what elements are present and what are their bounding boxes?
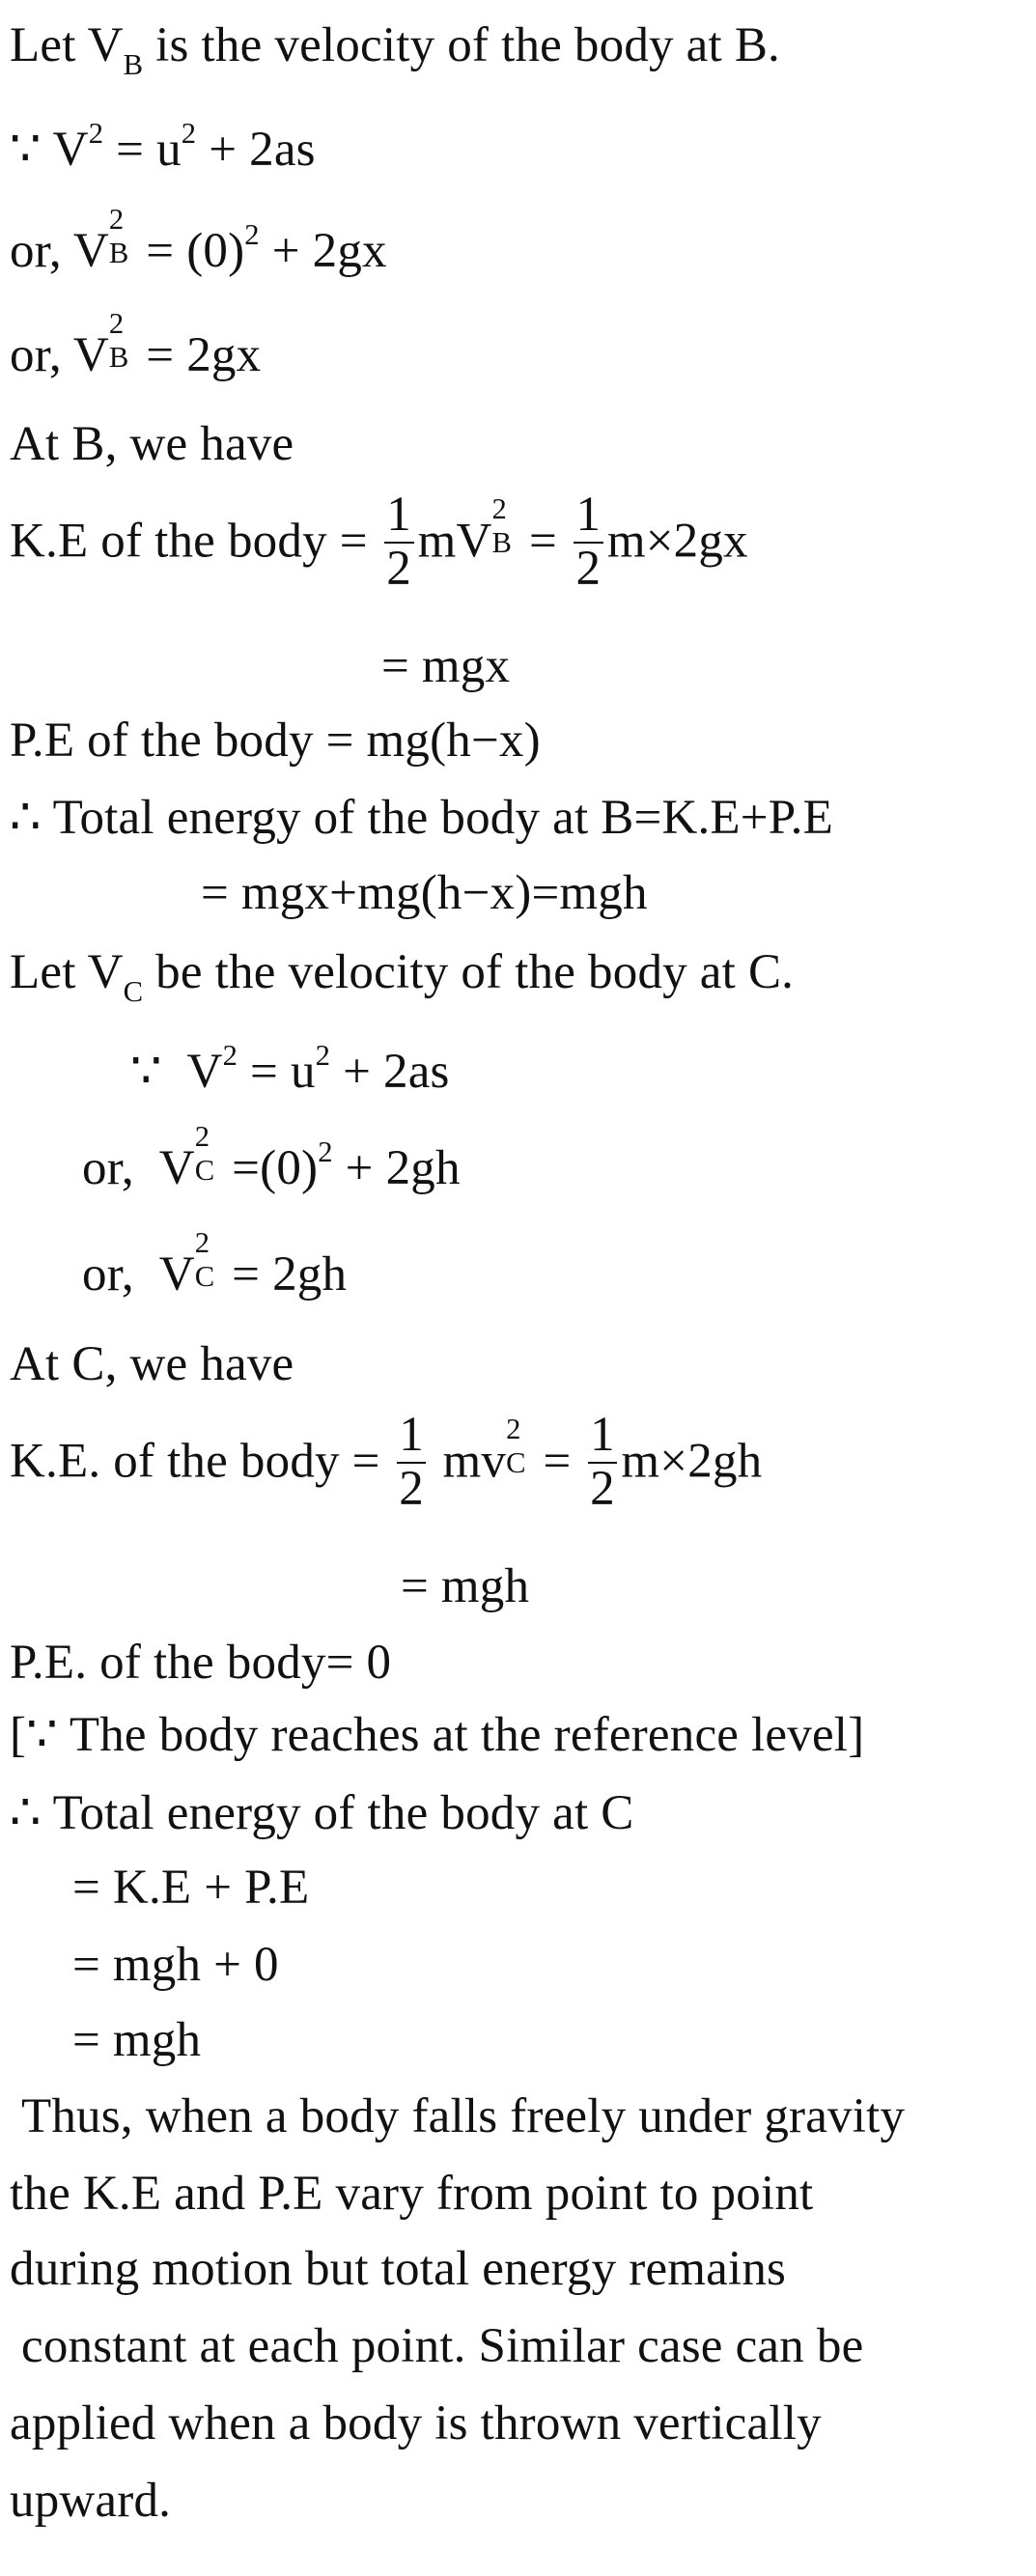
line-3: or, V 2 B = $(0)^2 + 2gx$ (10, 203, 387, 278)
line-18: P.E. of the body= 0 (10, 1636, 392, 1690)
line-4: or, V 2 B = 2gx (10, 307, 262, 382)
line-27: constant at each point. Similar case can be (21, 2319, 864, 2373)
line-16: K.E. of the body = $\frac{1}{2}$ mv 2 C = $\frac{1}{2}$ m×2gh (10, 1408, 763, 1516)
line-23: = mgh (72, 2013, 202, 2067)
line-9: ∴ Total energy of the body at B=K.E+P.E (10, 791, 833, 845)
line-20: ∴ Total energy of the body at C (10, 1786, 634, 1840)
fraction-half: $\frac{1}{2}$ (397, 1410, 427, 1515)
line-15: At C, we have (10, 1337, 294, 1391)
line-7: = mgx (381, 639, 511, 693)
line-25: the K.E and P.E vary from point to point (10, 2167, 814, 2221)
line-12: ∵ $V^2 = u^2 + 2as$ (130, 1039, 450, 1099)
line-11: Let $V_C$ be the velocity of the body at C. (10, 945, 795, 1008)
line-26: during motion but total energy remains (10, 2242, 787, 2296)
line-10: = mgx+mg(h−x)=mgh (201, 866, 648, 920)
line-24: Thus, when a body falls freely under gravity (21, 2089, 906, 2143)
line-2: ∵ $V^2 = u^2 + 2as$ (10, 117, 316, 177)
line-13: or, V 2 C $=(0)^2 + 2gh$ (82, 1120, 461, 1195)
line-6: K.E of the body = $\frac{1}{2}$ mV 2 B = $\frac{1}{2}$ m×2gx (10, 488, 748, 596)
fraction-half: $\frac{1}{2}$ (574, 490, 603, 595)
line-22: = mgh + 0 (72, 1938, 279, 1992)
line-19: [∵ The body reaches at the reference level] (10, 1708, 865, 1762)
line-21: = K.E + P.E (72, 1861, 310, 1915)
line-14: or, V 2 C = 2gh (82, 1226, 348, 1302)
line-29: upward. (10, 2474, 172, 2528)
fraction-half: $\frac{1}{2}$ (588, 1410, 618, 1515)
line-17: = mgh (401, 1559, 530, 1613)
line-1: Let $V_B$ is the velocity of the body at B. (10, 18, 780, 81)
line-8: P.E of the body = mg(h−x) (10, 714, 541, 768)
fraction-half: $\frac{1}{2}$ (384, 490, 414, 595)
line-5: At B, we have (10, 417, 294, 471)
line-28: applied when a body is thrown vertically (10, 2396, 822, 2450)
